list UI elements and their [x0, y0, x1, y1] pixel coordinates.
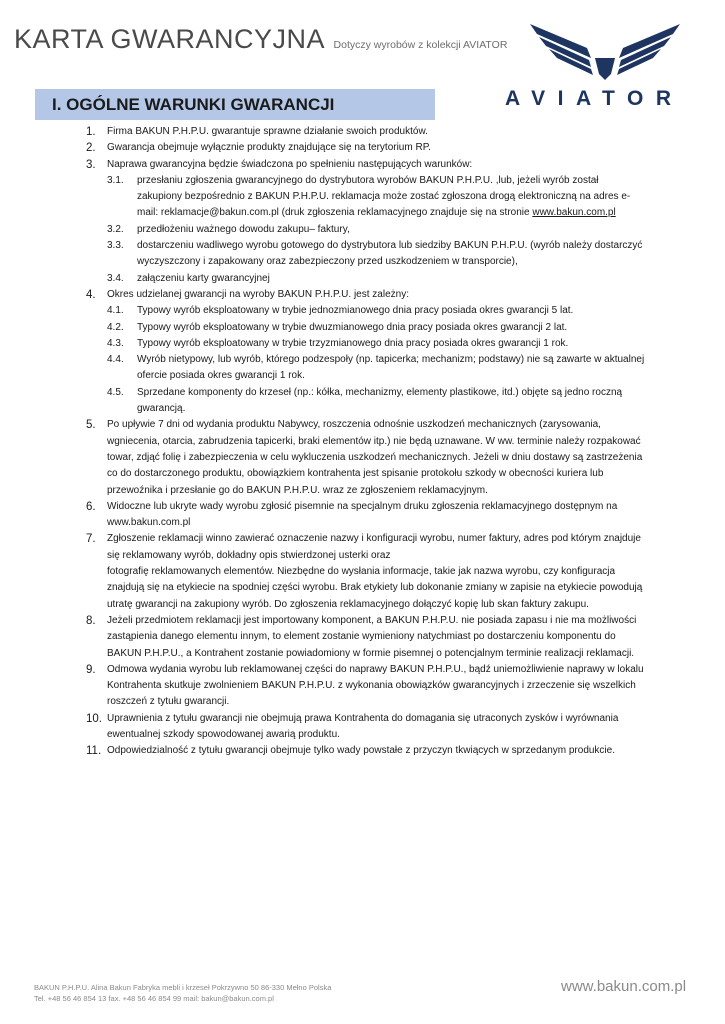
sub-list-item: 4.1. Typowy wyrób eksploatowany w trybie jednozmianowego dnia pracy posiada okres gwarancji 5 lat. [107, 305, 574, 317]
subtitle-text: Dotyczy wyrobów z kolekcji AVIATOR [333, 39, 508, 51]
list-item: 5. Po upływie 7 dni od wydania produktu Nabywcy, roszczenia odnośnie uszkodzeń mechanicznych (zarysowania, wgniecenia, otarcia, zabrudzenia tapicerki, braki elementów itp.) nie będą uznawane. W ww. terminie należy rozpakować towar, zdjąć folię i zabezpieczenia w celu wykluczenia uszkodzeń mechanicznych. Jeżeli w dniu dostawy są zastrzeżenia co do dostarczonego produktu, obowiązkiem kontrahenta jest spisanie protokołu szkody w obecności kuriera lub przewoźnika i przesłanie go do BAKUN P.H.P.U. wraz ze zgłoszeniem reklamacyjnym. [86, 419, 643, 496]
sub-list-item: 3.3. dostarczeniu wadliwego wyrobu gotowego do dystrybutora lub siedziby BAKUN P.H.P.U. (wyrób należy dostarczyć wyczyszczony i zapakowany oraz zabezpieczony przed uszkodzeniem w transporcie), [107, 240, 643, 268]
logo-text: AVIATOR [505, 87, 684, 110]
list-item: 11. Odpowiedzialność z tytułu gwarancji obejmuje tylko wady powstałe z przyczyn tkwiących w sprzedanym produkcie. [86, 745, 615, 758]
title-text: KARTA GWARANCYJNA [14, 24, 326, 54]
website-link[interactable]: www.bakun.com.pl [532, 207, 616, 219]
list-item: 4. Okres udzielanej gwarancji na wyroby BAKUN P.H.P.U. jest zależny: [86, 288, 409, 301]
sub-list-item: 4.4. Wyrób nietypowy, lub wyrób, którego podzespoły (np. tapicerka; mechanizm; podstawy) nie są zawarte w aktualnej ofercie posiada okres gwarancji 1 rok. [107, 354, 645, 382]
footer-address: BAKUN P.H.P.U. Alina Bakun Fabryka mebli i krzeseł Pokrzywno 50 86-330 Mełno Polska [34, 983, 332, 992]
sub-list-item: 4.5. Sprzedane komponenty do krzeseł (np.: kółka, mechanizmy, elementy plastikowe, itd.) objęte są jedno roczną gwarancją. [107, 386, 623, 415]
sub-list-item: 4.2. Typowy wyrób eksploatowany w trybie dwuzmianowego dnia pracy posiada okres gwarancji 2 lat. [107, 321, 568, 333]
list-item: 3. Naprawa gwarancyjna będzie świadczona po spełnieniu następujących warunków: [86, 158, 473, 171]
sub-list-item: 3.4. załączeniu karty gwarancyjnej [107, 272, 270, 284]
list-item: 9. Odmowa wydania wyrobu lub reklamowanej części do naprawy BAKUN P.H.P.U., bądź uniemożliwienie naprawy w lokalu Kontrahenta skutkuje zwolnieniem BAKUN P.H.P.U. z wykonania obowiązków gwarancyjnych i zrzeczenie się wszelkich roszczeń z tytułu gwarancji. [86, 663, 644, 708]
section-title: I. OGÓLNE WARUNKI GWARANCJI [52, 95, 335, 114]
list-item: 2. Gwarancja obejmuje wyłącznie produkty znajdujące się na terytorium RP. [86, 142, 431, 155]
sub-list-item: 3.1. przesłaniu zgłoszenia gwarancyjnego do dystrybutora wyrobów BAKUN P.H.P.U. ,lub, jeżeli wyrób został zakupiony bezpośrednio z BAKUN P.H.P.U. reklamacja może zostać zgłoszona drogą elektroniczną na adres e-mail: reklamacje@bakun.com.pl (druk zgłoszenia reklamacyjnego znajduje się na stronie www.bakun.com.pl [107, 174, 631, 219]
footer-website-link[interactable]: www.bakun.com.pl [561, 978, 687, 995]
footer-phone: Tel. +48 56 46 854 13 fax. +48 56 46 854 99 mail: bakun@bakun.com.pl [34, 994, 274, 1003]
footer-contact [34, 982, 331, 1004]
list-item: 7. Zgłoszenie reklamacji winno zawierać oznaczenie nazwy i konfiguracji wyrobu, numer faktury, adres pod którym znajduje się reklamowany wyrób, dokładny opis stwierdzonej usterki oraz fotografię reklamowanych elementów. Niezbędne do wysłania informacje, takie jak nazwa wyrobu, czy konfiguracja znajdują się na etykiecie na spodniej części wyrobu. Brak etykiety lub dokonanie zmiany w zapisie na etykiecie powodują utratę gwarancji na zakupiony wyrób. Do zgłoszenia reklamacyjnego dołączyć kopię lub skan faktury zakupu. [86, 533, 643, 610]
list-item: 10. Uprawnienia z tytułu gwarancji nie obejmują prawa Kontrahenta do domagania się utraconych zysków i wyrównania ewentualnej szkody spowodowanej awarią produktu. [86, 712, 619, 740]
document-title [14, 24, 507, 55]
sub-list-item: 3.2. przedłożeniu ważnego dowodu zakupu– faktury, [107, 223, 350, 235]
list-item: 8. Jeżeli przedmiotem reklamacji jest importowany komponent, a BAKUN P.H.P.U. nie posiada zapasu i nie ma możliwości zastąpienia danego elementu innym, to element zostanie wymieniony natychmiast po dostarczeniu komponentu do BAKUN P.H.P.U., a Kontrahent zostanie powiadomiony w formie pisemnej o potencjalnym terminie realizacji reklamacji. [86, 614, 637, 659]
terms-list [86, 124, 646, 760]
sub-list-item: 4.3. Typowy wyrób eksploatowany w trybie trzyzmianowego dnia pracy posiada okres gwarancji 1 rok. [107, 337, 569, 349]
list-item: 1. Firma BAKUN P.H.P.U. gwarantuje sprawne działanie swoich produktów. [86, 126, 428, 138]
list-item: 6. Widoczne lub ukryte wady wyrobu zgłosić pisemnie na specjalnym druku zgłoszenia reklamacyjnego dostępnym na www.bakun.com.pl [86, 500, 618, 529]
